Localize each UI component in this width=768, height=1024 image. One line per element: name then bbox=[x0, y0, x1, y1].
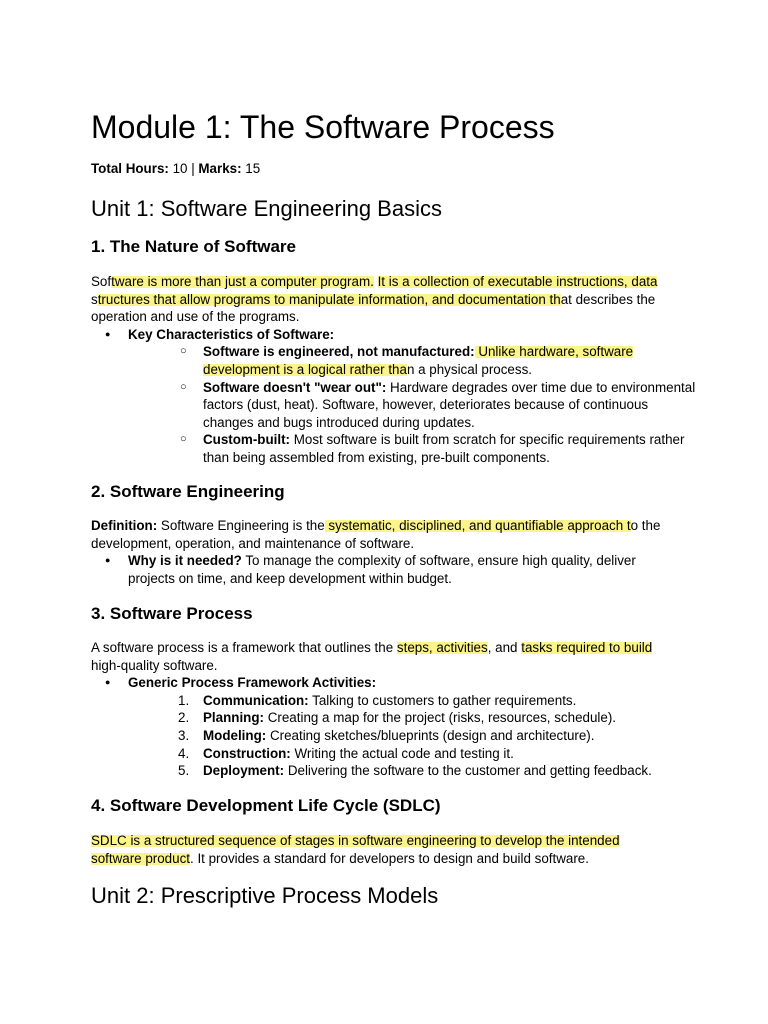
numbered-item bbox=[128, 692, 652, 710]
text-run: Talking to customers to gather requirements. bbox=[308, 692, 577, 708]
numbered-item bbox=[128, 762, 652, 780]
text-run: To manage the complexity of software, ensure high quality, deliver bbox=[241, 553, 636, 569]
list-item-label: Deployment: bbox=[203, 763, 285, 779]
item-number: 2. bbox=[178, 710, 190, 726]
paragraph-line bbox=[91, 273, 695, 291]
list-item-label: Why is it needed? bbox=[128, 553, 242, 569]
sub-bullet-list bbox=[128, 343, 695, 466]
text-run: , and bbox=[487, 640, 522, 655]
marks-label: Marks: bbox=[198, 161, 242, 176]
paragraph-line bbox=[91, 639, 652, 657]
text-run: A software process is a framework that outlines the bbox=[91, 640, 397, 655]
text-run: than being assembled from existing, pre-built components. bbox=[203, 449, 550, 465]
text-run: Creating a map for the project (risks, resources, schedule). bbox=[264, 710, 617, 726]
highlighted-text: It is a collection of executable instructions, data bbox=[377, 274, 658, 289]
text-run: Software Engineering is the bbox=[157, 518, 325, 533]
hours-value: 10 | bbox=[168, 161, 199, 176]
paragraph-line: high-quality software. bbox=[91, 657, 218, 673]
list-item-label: Software is engineered, not manufactured: bbox=[203, 344, 475, 360]
list-item-label: Custom-built: bbox=[203, 432, 291, 448]
paragraph-line: development, operation, and maintenance of software. bbox=[91, 535, 415, 551]
text-run: at describes the bbox=[560, 291, 656, 307]
text-run: . It provides a standard for developers to design and build software. bbox=[190, 850, 589, 866]
module-meta bbox=[91, 160, 260, 178]
marks-value: 15 bbox=[241, 161, 261, 176]
numbered-list bbox=[128, 692, 652, 780]
paragraph-line bbox=[91, 517, 660, 535]
numbered-item bbox=[128, 709, 652, 727]
text-run: Writing the actual code and testing it. bbox=[290, 745, 514, 761]
section2-heading: 2. Software Engineering bbox=[91, 482, 285, 501]
item-number: 4. bbox=[178, 745, 190, 761]
section1-body bbox=[91, 273, 695, 467]
text-run: Delivering the software to the customer and getting feedback. bbox=[284, 763, 652, 779]
highlighted-text: tructures that allow programs to manipulate information, and documentation th bbox=[97, 291, 561, 307]
text-run: factors (dust, heat). Software, however, deteriorates because of continuous bbox=[203, 397, 649, 413]
list-item bbox=[91, 552, 660, 587]
list-item-label: Generic Process Framework Activities: bbox=[128, 675, 377, 691]
text-run: Creating sketches/blueprints (design and architecture). bbox=[266, 727, 595, 743]
list-item bbox=[128, 379, 695, 432]
highlighted-text: SDLC is a structured sequence of stages in software engineering to develop the intended bbox=[91, 833, 620, 848]
text-run: Sof bbox=[91, 274, 112, 289]
paragraph-line: operation and use of the programs. bbox=[91, 309, 300, 325]
numbered-item bbox=[128, 745, 652, 763]
text-run: o the bbox=[630, 518, 661, 533]
list-item-label: Software doesn't "wear out": bbox=[203, 379, 387, 395]
list-item bbox=[91, 674, 652, 780]
paragraph-line bbox=[91, 832, 620, 850]
list-item bbox=[91, 326, 695, 467]
text-run: n a physical process. bbox=[406, 361, 532, 377]
definition-label: Definition: bbox=[91, 518, 158, 533]
text-run: changes and bugs introduced during updates. bbox=[203, 414, 475, 430]
section3-heading: 3. Software Process bbox=[91, 604, 253, 623]
bullet-list bbox=[91, 552, 660, 587]
module-title: Module 1: The Software Process bbox=[91, 109, 555, 145]
hours-label: Total Hours: bbox=[91, 161, 169, 176]
bullet-list bbox=[91, 674, 652, 780]
highlighted-text: development is a logical rather tha bbox=[203, 361, 407, 377]
text-run: s bbox=[91, 291, 98, 307]
item-number: 1. bbox=[178, 692, 190, 708]
text-run: Most software is built from scratch for specific requirements rather bbox=[290, 432, 685, 448]
highlighted-text: tware is more than just a computer program. bbox=[111, 274, 374, 289]
section4-heading: 4. Software Development Life Cycle (SDLC) bbox=[91, 796, 441, 815]
text-run bbox=[374, 274, 378, 289]
list-item bbox=[128, 343, 695, 378]
section4-body bbox=[91, 832, 620, 867]
list-item-label: Communication: bbox=[203, 692, 309, 708]
text-run: projects on time, and keep development within budget. bbox=[128, 570, 452, 586]
list-item bbox=[128, 431, 695, 466]
text-run: Hardware degrades over time due to environmental bbox=[386, 379, 696, 395]
list-item-label: Key Characteristics of Software: bbox=[128, 326, 335, 342]
unit1-title: Unit 1: Software Engineering Basics bbox=[91, 196, 442, 221]
unit2-title: Unit 2: Prescriptive Process Models bbox=[91, 883, 439, 908]
highlighted-text: tasks required to build bbox=[521, 640, 653, 655]
section3-body bbox=[91, 639, 652, 780]
item-number: 3. bbox=[178, 727, 190, 743]
paragraph-line bbox=[91, 850, 620, 868]
list-item-label: Construction: bbox=[203, 745, 291, 761]
highlighted-text: systematic, disciplined, and quantifiable approach t bbox=[324, 518, 631, 533]
section1-heading: 1. The Nature of Software bbox=[91, 237, 296, 256]
highlighted-text: software product bbox=[91, 850, 190, 866]
section2-body bbox=[91, 517, 660, 587]
list-item-label: Modeling: bbox=[203, 727, 267, 743]
numbered-item bbox=[128, 727, 652, 745]
paragraph-line bbox=[91, 291, 695, 309]
bullet-list bbox=[91, 326, 695, 467]
highlighted-text: Unlike hardware, software bbox=[474, 344, 634, 360]
highlighted-text: steps, activities bbox=[396, 640, 488, 655]
list-item-label: Planning: bbox=[203, 710, 264, 726]
item-number: 5. bbox=[178, 763, 190, 779]
